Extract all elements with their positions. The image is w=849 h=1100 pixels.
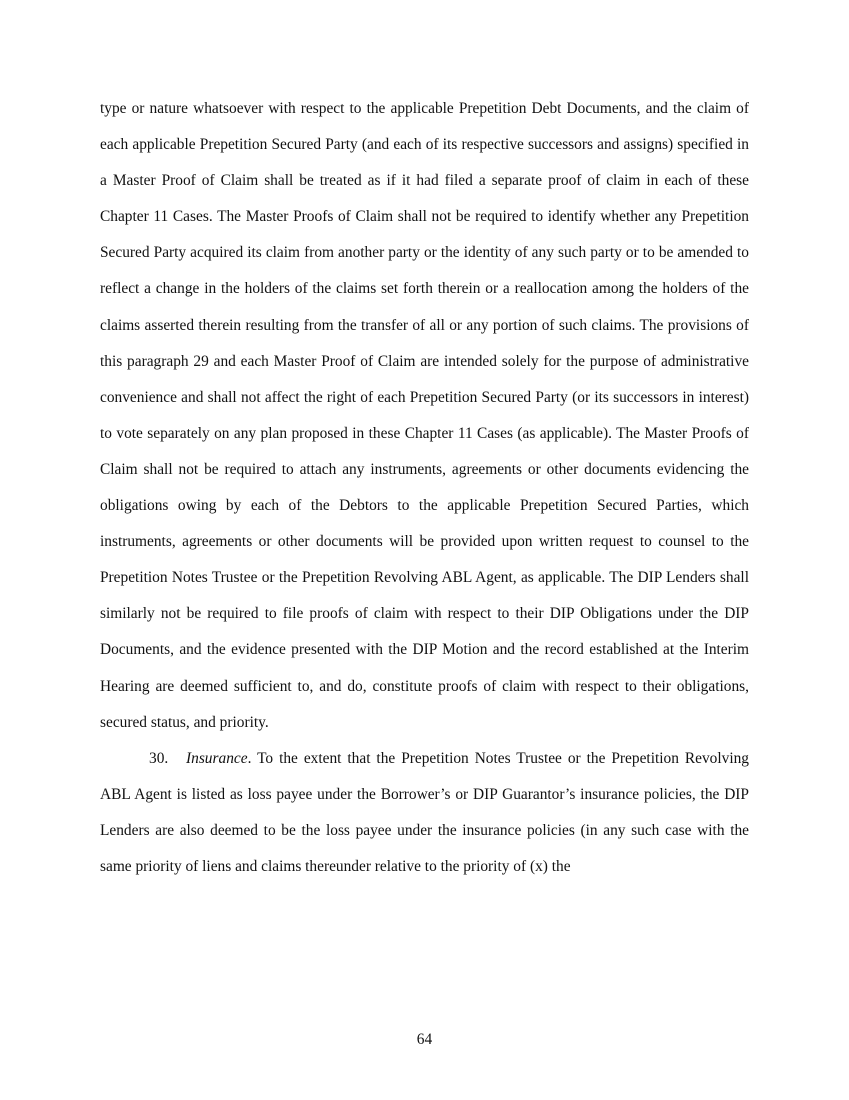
page-number: 64 bbox=[416, 1031, 433, 1048]
section-title: Insurance bbox=[186, 749, 248, 767]
body-text bbox=[100, 91, 749, 885]
section-30-text: To the extent that the Prepetition Notes Trustee or the Prepetition Revolving ABL Agent is listed as loss payee under the Borrower’s or DIP Guarantor’s insurance policies, the DIP Lenders are also deemed to be the loss payee under the insurance policies (in any such case with the same priority of liens and claims thereunder relative to the priority of (x) the bbox=[100, 749, 749, 875]
section-title-punctuation: . bbox=[247, 749, 252, 767]
paragraph-29-continuation: type or nature whatsoever with respect to the applicable Prepetition Debt Documents, and the claim of each applicable Prepetition Secured Party (and each of its respective successors and assigns) specified in a Master Proof of Claim shall be treated as if it had filed a separate proof of claim in each of these Chapter 11 Cases. The Master Proofs of Claim shall not be required to identify whether any Prepetition Secured Party acquired its claim from another party or the identity of any such party or to be amended to reflect a change in the holders of the claims set forth therein or a reallocation among the holders of the claims asserted therein resulting from the transfer of all or any portion of such claims. The provisions of this paragraph 29 and each Master Proof of Claim are intended solely for the purpose of administrative convenience and shall not affect the right of each Prepetition Secured Party (or its successors in interest) to vote separately on any plan proposed in these Chapter 11 Cases (as applicable). The Master Proofs of Claim shall not be required to attach any instruments, agreements or other documents evidencing the obligations owing by each of the Debtors to the applicable Prepetition Secured Parties, which instruments, agreements or other documents will be provided upon written request to counsel to the Prepetition Notes Trustee or the Prepetition Revolving ABL Agent, as applicable. The DIP Lenders shall similarly not be required to file proofs of claim with respect to their DIP Obligations under the DIP Documents, and the evidence presented with the DIP Motion and the record established at the Interim Hearing are deemed sufficient to, and do, constitute proofs of claim with respect to their obligations, secured status, and priority. bbox=[100, 100, 749, 731]
section-number: 30. bbox=[149, 749, 169, 767]
paragraph-30 bbox=[100, 741, 749, 885]
